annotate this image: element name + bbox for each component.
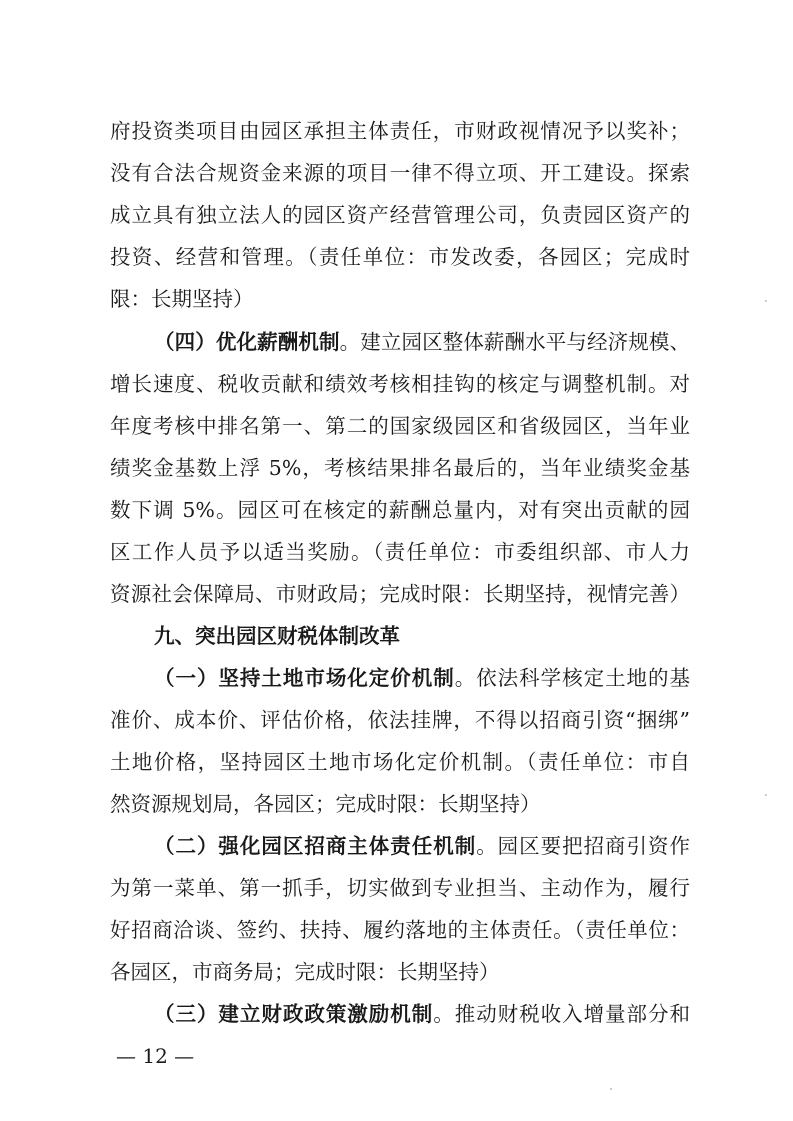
body-line: 没有合法合规资金来源的项目一律不得立项、开工建设。探索	[110, 161, 690, 185]
body-line: 为第一菜单、第一抓手，切实做到专业担当、主动作为，履行	[110, 876, 690, 900]
subsection-title: （二）强化园区招商主体责任机制	[154, 834, 477, 858]
body-text: 。园区要把招商引资作	[476, 834, 690, 858]
subsection-title: （三）建立财政政策激励机制	[154, 1002, 434, 1026]
subsection-title: （一）坚持土地市场化定价机制	[154, 666, 455, 690]
body-line: 区工作人员予以适当奖励。（责任单位：市委组织部、市人力	[110, 540, 690, 564]
body-line: 限：长期坚持）	[110, 287, 254, 311]
body-line: 府投资类项目由园区承担主体责任，市财政视情况予以奖补；	[110, 119, 690, 143]
scan-speck	[765, 794, 767, 796]
body-line: 准价、成本价、评估价格，依法挂牌，不得以招商引资“捆绑”	[110, 708, 690, 732]
body-line: 增长速度、税收贡献和绩效考核相挂钩的核定与调整机制。对	[110, 372, 690, 396]
scan-speck	[610, 1088, 612, 1090]
paragraph-first-line	[154, 1001, 690, 1028]
body-line: 资源社会保障局、市财政局；完成时限：长期坚持，视情完善）	[110, 582, 690, 606]
paragraph-first-line	[154, 329, 690, 356]
body-line: 年度考核中排名第一、第二的国家级园区和省级园区，当年业	[110, 414, 690, 438]
body-line: 土地价格，坚持园区土地市场化定价机制。（责任单位：市自	[110, 750, 690, 774]
body-line: 数下调 5%。园区可在核定的薪酬总量内，对有突出贡献的园	[110, 498, 690, 522]
body-text: 。依法科学核定土地的基	[454, 666, 691, 690]
body-line: 各园区，市商务局；完成时限：长期坚持）	[110, 960, 500, 984]
paragraph-first-line	[154, 665, 690, 692]
body-line: 好招商洽谈、签约、扶持、履约落地的主体责任。（责任单位：	[110, 918, 690, 942]
body-line: 然资源规划局，各园区；完成时限：长期坚持）	[110, 792, 541, 816]
paragraph-first-line	[154, 833, 690, 860]
scan-speck	[765, 300, 767, 302]
subsection-title: （四）优化薪酬机制	[154, 330, 340, 354]
body-line: 成立具有独立法人的园区资产经营管理公司，负责园区资产的	[110, 203, 690, 227]
body-line: 投资、经营和管理。（责任单位：市发改委，各园区；完成时	[110, 245, 690, 269]
body-text: 。推动财税收入增量部分和	[433, 1002, 691, 1026]
body-text: 。建立园区整体薪酬水平与经济规模、	[339, 330, 691, 354]
body-line: 绩奖金基数上浮 5%，考核结果排名最后的，当年业绩奖金基	[110, 456, 690, 480]
section-heading: 九、突出园区财税体制改革	[154, 624, 400, 648]
page-number: — 12 —	[116, 1044, 195, 1068]
